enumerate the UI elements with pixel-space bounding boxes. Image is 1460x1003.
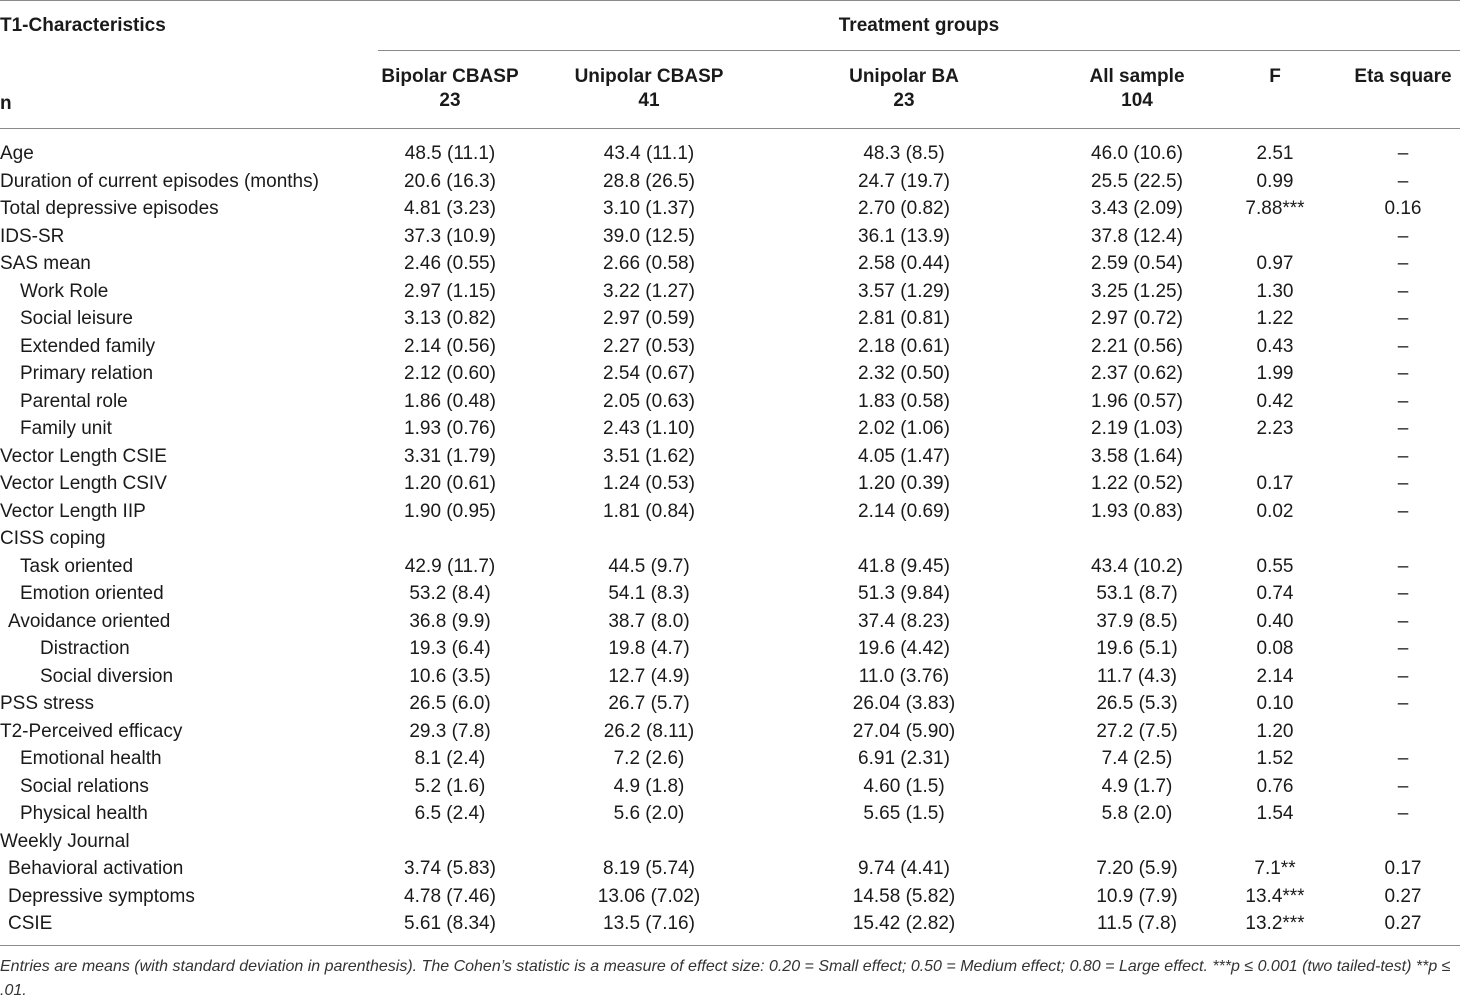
table-cell: 2.21 (0.56) [1091,335,1183,357]
table-cell: 3.31 (1.79) [404,445,496,467]
table-cell: 1.22 (0.52) [1091,473,1183,494]
table-cell: 2.81 (0.81) [858,308,950,329]
table-row [0,223,1460,251]
table-cell: 2.23 [1256,418,1294,439]
table-cell: 43.4 (11.1) [603,143,695,164]
table-cell: 43.4 (10.2) [1091,555,1183,577]
corner-header: T1-Characteristics [0,15,166,36]
table-row [0,910,1460,938]
table-footnote: Entries are means (with standard deviation in parenthesis). The Cohen’s statistic is a measure of effect size: 0.20 = Small effect; 0.50 = Medium effect; 0.80 = Large effect. ***p ≤ 0.001 (two tailed-test) **p ≤ .01. [0,958,1451,999]
table-cell: – [1397,693,1409,714]
table-cell: 53.2 (8.4) [409,583,491,604]
table-cell: 1.24 (0.53) [603,473,695,494]
table-row [0,388,1460,416]
table-cell: – [1397,473,1409,494]
table-cell: 0.74 [1256,583,1294,604]
table-cell: 1.20 (0.39) [858,473,950,494]
table-bottom-rule [0,945,1460,946]
table-top-rule [0,0,1460,1]
row-label: Task oriented [20,555,134,577]
table-cell: 26.04 (3.83) [852,693,956,714]
row-label: Primary relation [20,363,154,384]
table-cell: 2.14 (0.69) [858,500,950,522]
table-cell: 36.1 (13.9) [858,225,950,247]
row-label: Social leisure [20,308,133,329]
table-body [0,140,1460,938]
table-cell: 2.54 (0.67) [603,363,695,384]
table-cell: 3.51 (1.62) [603,445,695,467]
table-cell: 0.43 [1256,335,1294,357]
table-row [0,855,1460,883]
table-cell: 2.12 (0.60) [404,363,496,384]
table-cell: 1.20 [1256,720,1294,742]
col-name: Bipolar CBASP [381,66,519,87]
table-row [0,580,1460,608]
table-cell: 26.2 (8.11) [603,720,695,742]
table-cell: 27.04 (5.90) [852,720,956,742]
table-cell: 2.37 (0.62) [1091,363,1183,384]
table-cell: 4.81 (3.23) [404,198,496,219]
table-cell: 3.58 (1.64) [1091,445,1183,467]
table-cell: 0.27 [1384,885,1422,907]
table-cell: 37.4 (8.23) [858,610,950,632]
col-header-all-sample [1070,65,1204,113]
col-name: Unipolar CBASP [574,66,724,87]
table-cell: 3.74 (5.83) [404,858,496,879]
table-cell: 2.51 [1256,143,1294,164]
row-label: Extended family [20,335,156,357]
table-row [0,525,1460,553]
table-cell: 3.22 (1.27) [603,280,695,302]
table-cell: 1.83 (0.58) [858,390,950,412]
table-cell: 10.6 (3.5) [409,665,491,687]
table-row [0,333,1460,361]
table-cell: 5.8 (2.0) [1101,803,1173,824]
table-cell: 2.05 (0.63) [603,390,695,412]
table-cell: 3.13 (0.82) [404,308,496,329]
table-cell: 2.27 (0.53) [603,335,695,357]
row-label: Weekly Journal [0,830,130,852]
table-row [0,608,1460,636]
table-cell: 0.40 [1256,610,1294,632]
table-cell: 0.17 [1384,858,1422,879]
row-label: Parental role [20,390,128,412]
table-cell: 1.90 (0.95) [404,500,496,522]
row-label: Physical health [20,803,148,824]
table-cell: 1.86 (0.48) [404,390,496,412]
table-cell: 2.43 (1.10) [603,418,695,439]
table-row [0,305,1460,333]
table-cell: – [1397,610,1409,632]
table-cell: 36.8 (9.9) [409,610,491,632]
row-label: Work Role [20,280,109,302]
table-cell: 26.5 (6.0) [409,693,491,714]
table-cell: 2.97 (0.59) [603,308,695,329]
table-cell: 10.9 (7.9) [1096,885,1178,907]
table-row [0,553,1460,581]
table-cell: – [1397,748,1409,769]
col-n: 41 [638,90,660,111]
table-cell: 25.5 (22.5) [1091,170,1183,192]
row-label: Duration of current episodes (months) [0,170,319,192]
col-header-eta-square: Eta square [1354,66,1452,87]
table-cell: 19.6 (4.42) [858,638,950,659]
table-cell: 53.1 (8.7) [1096,583,1178,604]
row-label: IDS-SR [0,225,65,247]
table-cell: 2.32 (0.50) [858,363,950,384]
row-label: Social diversion [40,665,174,687]
table-cell: 4.9 (1.8) [613,775,685,797]
table-row [0,498,1460,526]
row-label: Vector Length CSIE [0,445,167,467]
table-row [0,773,1460,801]
table-cell: 2.19 (1.03) [1091,418,1183,439]
col-n: 23 [893,90,915,111]
row-label: Distraction [40,638,130,659]
table-cell: 6.91 (2.31) [858,748,950,769]
table-cell: – [1397,335,1409,357]
table-cell: 2.70 (0.82) [858,198,950,219]
table-cell: – [1397,143,1409,164]
table-cell: 2.59 (0.54) [1091,253,1183,274]
table-cell: 28.8 (26.5) [603,170,695,192]
table-cell: 29.3 (7.8) [409,720,491,742]
table-cell: 37.9 (8.5) [1096,610,1178,632]
table-cell: 1.93 (0.83) [1091,500,1183,522]
table-cell: – [1397,225,1409,247]
table-cell: 54.1 (8.3) [608,583,690,604]
col-header-unipolar-cbasp [570,65,728,113]
table-row [0,828,1460,856]
table-cell: 15.42 (2.82) [852,913,956,934]
table-cell: – [1397,775,1409,797]
col-name: All sample [1089,66,1185,87]
table-cell: 1.99 [1256,363,1294,384]
col-header-f: F [1269,66,1281,87]
table-cell: 5.65 (1.5) [863,803,945,824]
table-cell: 37.8 (12.4) [1091,225,1183,247]
table-cell: 11.0 (3.76) [858,665,950,687]
table-row [0,718,1460,746]
table-cell: 3.43 (2.09) [1091,198,1183,219]
row-label: Age [0,143,34,164]
table-cell: 1.81 (0.84) [603,500,695,522]
table-cell: 13.4*** [1245,885,1305,907]
table-cell: 0.97 [1256,253,1294,274]
table-cell: – [1397,308,1409,329]
n-row-label: n [0,93,12,114]
table-cell: 11.7 (4.3) [1097,665,1177,687]
table-cell: – [1397,583,1409,604]
table-cell: 0.42 [1256,390,1294,412]
table-cell: 37.3 (10.9) [404,225,496,247]
table-cell: 2.58 (0.44) [858,253,950,274]
table-cell: 0.99 [1256,170,1294,192]
table-row [0,443,1460,471]
table-cell: 19.8 (4.7) [608,638,690,659]
table-cell: 9.74 (4.41) [858,858,950,879]
table-cell: 7.20 (5.9) [1096,858,1178,879]
table-row [0,250,1460,278]
table-cell: 2.14 (0.56) [404,335,496,357]
row-label: PSS stress [0,693,94,714]
table-cell: 1.54 [1256,803,1294,824]
table-cell: 20.6 (16.3) [404,170,496,192]
table-row [0,140,1460,168]
table-cell: 0.55 [1256,555,1294,577]
row-label: CSIE [8,913,53,934]
table-cell: 3.25 (1.25) [1091,280,1183,302]
table-cell: 42.9 (11.7) [404,555,496,577]
row-label: T2-Perceived efficacy [0,720,183,742]
table-cell: 1.30 [1256,280,1294,302]
table-row [0,195,1460,223]
row-label: Total depressive episodes [0,198,219,219]
table-cell: – [1397,500,1409,522]
table-cell: 5.6 (2.0) [613,803,685,824]
table-cell: – [1397,665,1409,687]
table-cell: – [1397,363,1409,384]
table-cell: 27.2 (7.5) [1096,720,1178,742]
table-cell: 4.9 (1.7) [1101,775,1173,797]
row-label: Behavioral activation [8,858,184,879]
table-cell: 0.76 [1256,775,1294,797]
table-cell: 24.7 (19.7) [858,170,950,192]
table-cell: 1.52 [1256,748,1294,769]
table-row [0,360,1460,388]
table-cell: 8.19 (5.74) [603,858,695,879]
table-cell: 14.58 (5.82) [852,885,956,907]
table-cell: 1.22 [1256,308,1294,329]
table-row [0,800,1460,828]
table-cell: – [1397,555,1409,577]
row-label: Vector Length CSIV [0,473,167,494]
table-row [0,745,1460,773]
table-cell: 2.46 (0.55) [404,253,496,274]
row-label: CISS coping [0,528,106,549]
table-cell: 7.4 (2.5) [1101,748,1173,769]
table-cell: 38.7 (8.0) [608,610,690,632]
table-cell: 3.57 (1.29) [858,280,950,302]
row-label: Depressive symptoms [8,885,195,907]
row-label: Social relations [20,775,149,797]
row-label: Family unit [20,418,112,439]
row-label: Vector Length IIP [0,500,146,522]
table-cell: 26.5 (5.3) [1096,693,1178,714]
group-header: Treatment groups [838,15,1000,36]
table-cell: 5.61 (8.34) [404,913,496,934]
table-cell: 48.3 (8.5) [863,143,945,164]
col-header-bipolar-cbasp [378,65,522,113]
table-cell: 5.2 (1.6) [414,775,486,797]
table-cell: 0.02 [1256,500,1294,522]
table-cell: 13.5 (7.16) [603,913,695,934]
table-cell: 48.5 (11.1) [404,143,496,164]
table-cell: 46.0 (10.6) [1091,143,1183,164]
table-cell: – [1397,418,1409,439]
group-underline [378,50,1460,51]
col-n: 23 [439,90,461,111]
col-n: 104 [1121,90,1153,111]
table-cell: – [1397,280,1409,302]
table-row [0,690,1460,718]
table-cell: 2.97 (0.72) [1091,308,1183,329]
table-cell: 4.78 (7.46) [404,885,496,907]
table-cell: 8.1 (2.4) [414,748,486,769]
table-cell: 2.18 (0.61) [858,335,950,357]
table-cell: 7.1** [1254,858,1296,879]
table-row [0,415,1460,443]
row-label: Avoidance oriented [8,610,171,632]
col-header-unipolar-ba [830,65,978,113]
table-row [0,663,1460,691]
row-label: Emotional health [20,748,162,769]
col-name: Unipolar BA [849,66,959,87]
table-cell: 0.08 [1256,638,1294,659]
table-cell: – [1397,803,1409,824]
table-cell: 1.93 (0.76) [404,418,496,439]
table-cell: 13.06 (7.02) [597,885,701,907]
table-cell: 3.10 (1.37) [603,198,695,219]
row-label: SAS mean [0,253,91,274]
table-cell: 2.97 (1.15) [404,280,496,302]
table-cell: 2.02 (1.06) [858,418,950,439]
table-cell: 19.3 (6.4) [409,638,491,659]
table-cell: 7.2 (2.6) [613,748,685,769]
table-cell: 1.20 (0.61) [404,473,496,494]
table-cell: – [1397,638,1409,659]
table-cell: 0.10 [1256,693,1294,714]
table-cell: 44.5 (9.7) [608,555,690,577]
header-bottom-rule [0,128,1460,129]
table-cell: 19.6 (5.1) [1096,638,1178,659]
table-row [0,168,1460,196]
table-cell: 0.16 [1384,198,1422,219]
table-cell: – [1397,170,1409,192]
table-cell: 6.5 (2.4) [414,803,486,824]
table-cell: 1.96 (0.57) [1091,390,1183,412]
table-row [0,883,1460,911]
table-cell: 13.2*** [1245,913,1305,934]
table-cell: 4.05 (1.47) [858,445,950,467]
table-cell: 41.8 (9.45) [858,555,950,577]
table-row [0,470,1460,498]
row-label: Emotion oriented [20,583,164,604]
table-cell: 51.3 (9.84) [858,583,950,604]
table-cell: 12.7 (4.9) [608,665,690,687]
table-cell: 7.88*** [1245,198,1305,219]
table-cell: – [1397,390,1409,412]
table-cell: – [1397,253,1409,274]
table-cell: 2.66 (0.58) [603,253,695,274]
table-cell: 39.0 (12.5) [603,225,695,247]
table-cell: 11.5 (7.8) [1097,913,1177,934]
table-cell: 26.7 (5.7) [608,693,690,714]
table-cell: – [1397,445,1409,467]
table-row [0,278,1460,306]
table-cell: 2.14 [1256,665,1294,687]
table-cell: 0.17 [1256,473,1294,494]
table-row [0,635,1460,663]
table-cell: 0.27 [1384,913,1422,934]
table-cell: 4.60 (1.5) [863,775,945,797]
